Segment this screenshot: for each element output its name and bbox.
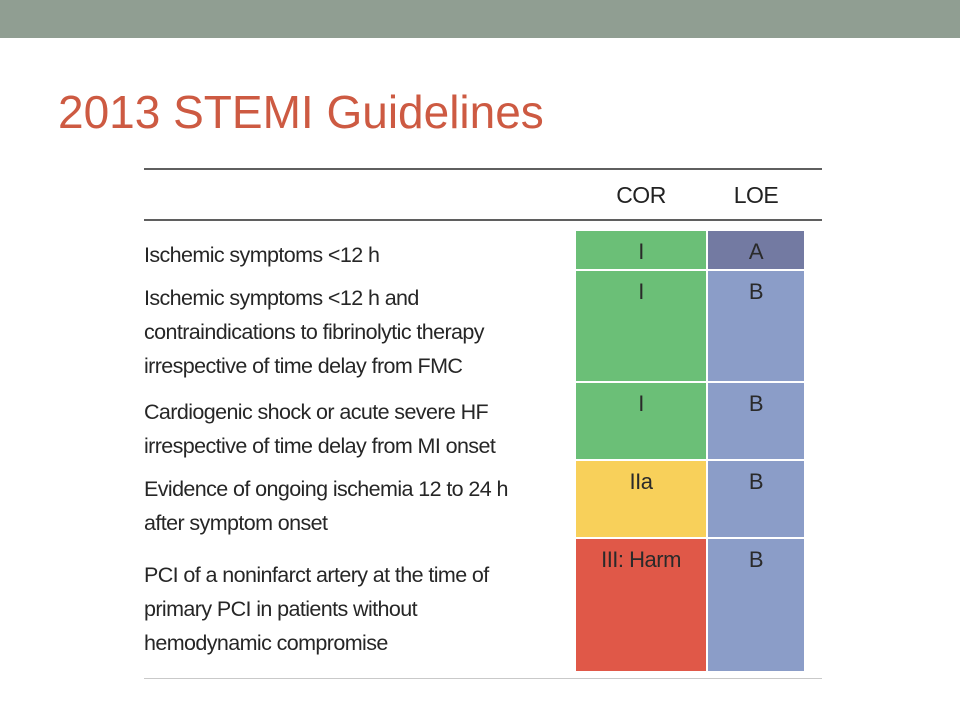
table-row-label [144, 281, 572, 383]
row-label-line: Evidence of ongoing ischemia 12 to 24 h [144, 477, 508, 501]
row-label-line: primary PCI in patients without [144, 597, 417, 621]
loe-cell: B [708, 539, 804, 671]
row-label-line: hemodynamic compromise [144, 631, 388, 655]
row-label-line: irrespective of time delay from FMC [144, 354, 463, 378]
row-label-line: Ischemic symptoms <12 h [144, 243, 380, 267]
table-row-label [144, 472, 572, 540]
table-bottom-rule [144, 678, 822, 679]
table-row-label [144, 238, 572, 272]
cor-cell: IIa [576, 461, 706, 539]
row-label-line: after symptom onset [144, 511, 328, 535]
table-row-label [144, 395, 572, 463]
row-label-line: PCI of a noninfarct artery at the time of [144, 563, 489, 587]
column-header-loe: LOE [733, 182, 779, 208]
top-accent-band [0, 0, 960, 38]
table-top-rule [144, 168, 822, 170]
row-label-line: contraindications to fibrinolytic therapy [144, 320, 484, 344]
cor-cell: I [576, 383, 706, 461]
cor-cell: I [576, 271, 706, 383]
loe-cell: B [708, 461, 804, 539]
loe-cell: B [708, 383, 804, 461]
loe-cell: A [708, 231, 804, 271]
cor-cell: I [576, 231, 706, 271]
table-row-label [144, 558, 572, 660]
table-header-rule [144, 219, 822, 221]
row-label-line: irrespective of time delay from MI onset [144, 434, 496, 458]
loe-cell: B [708, 271, 804, 383]
row-label-line: Ischemic symptoms <12 h and [144, 286, 419, 310]
guidelines-table [144, 168, 822, 680]
column-header-cor: COR [616, 182, 666, 208]
cor-cell: III: Harm [576, 539, 706, 671]
row-label-line: Cardiogenic shock or acute severe HF [144, 400, 489, 424]
slide-title: 2013 STEMI Guidelines [58, 86, 544, 138]
